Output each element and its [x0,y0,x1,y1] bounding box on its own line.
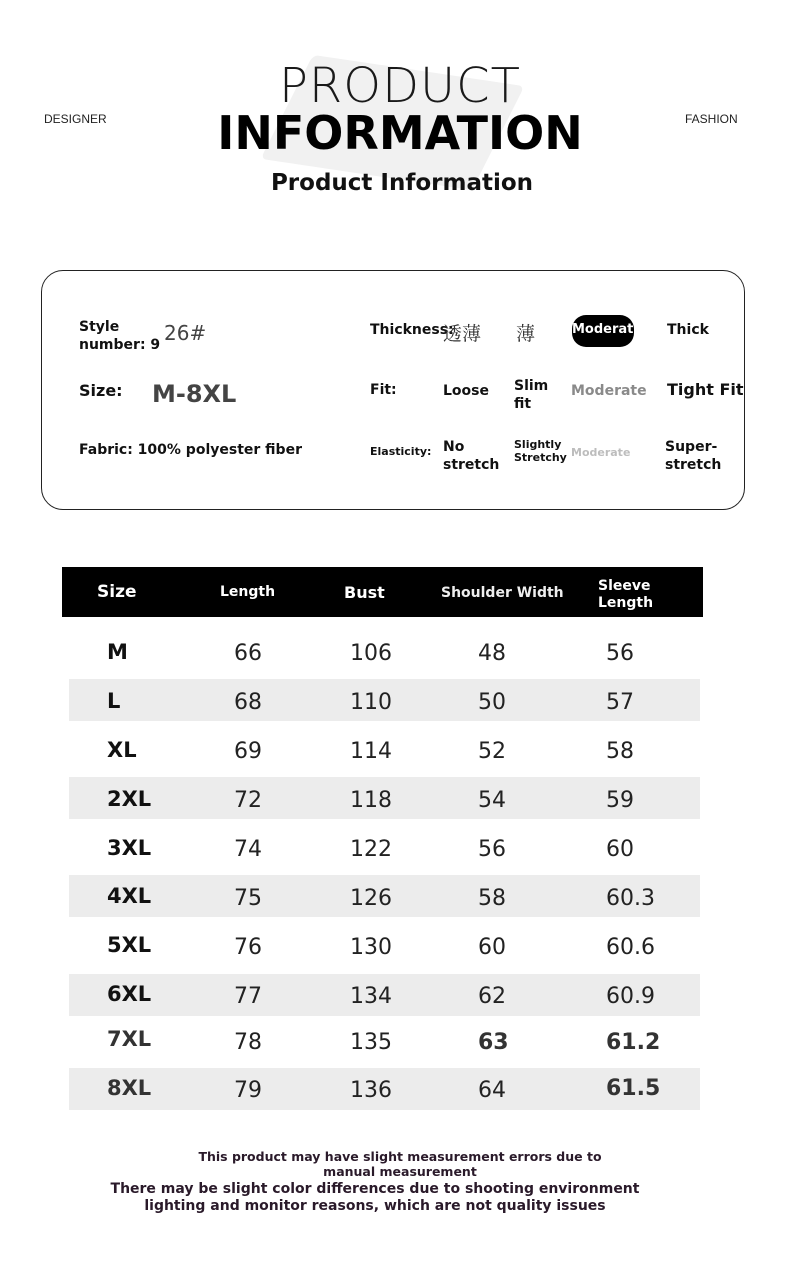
cell-sleeve: 56 [606,641,634,666]
style-label-line2: number: 9 [79,337,161,353]
page-title-line1: PRODUCT [278,58,521,114]
cell-sleeve: 60 [606,837,634,862]
style-number-value: 26# [164,321,207,345]
cell-shoulder: 62 [478,984,506,1009]
header-bust: Bust [344,583,385,602]
cell-bust: 126 [350,886,392,911]
cell-size: 7XL [107,1027,152,1051]
designer-label: DESIGNER [44,112,107,126]
thickness-option-very-thin: 透薄 [443,323,482,345]
header-length: Length [220,584,276,600]
cell-length: 76 [234,935,262,960]
header-shoulder-width: Shoulder Width [441,585,564,601]
cell-size: 8XL [107,1076,152,1100]
fit-option-moderate: Moderate [571,383,647,399]
style-label-line1: Style [79,319,120,335]
cell-sleeve: 60.3 [606,886,655,911]
cell-length: 69 [234,739,262,764]
cell-size: 6XL [107,982,152,1006]
thickness-option-thin: 薄 [516,323,536,345]
cell-sleeve: 61.2 [606,1030,661,1055]
fit-option-loose: Loose [443,383,489,399]
cell-bust: 136 [350,1078,392,1103]
cell-length: 68 [234,690,262,715]
fit-option-slim: Slim fit [514,378,549,412]
cell-bust: 106 [350,641,392,666]
cell-size: 2XL [107,787,152,811]
fashion-label: FASHION [685,112,738,126]
elasticity-option-none: No stretch [443,439,500,473]
cell-size: M [107,640,128,664]
elasticity-option-slight: Slightly Stretchy [514,438,567,464]
elasticity-option-super: Super-stretch [665,439,722,473]
cell-shoulder: 54 [478,788,506,813]
cell-size: 5XL [107,933,152,957]
thickness-label: Thickness: [370,322,454,338]
fabric-label: Fabric: 100% polyester fiber [79,442,302,458]
cell-size: 3XL [107,836,152,860]
cell-shoulder: 50 [478,690,506,715]
cell-sleeve: 57 [606,690,634,715]
cell-sleeve: 59 [606,788,634,813]
cell-shoulder: 63 [478,1030,509,1055]
page-title-line2: INFORMATION [217,106,583,160]
size-range-value: M-8XL [152,380,237,408]
cell-shoulder: 52 [478,739,506,764]
elasticity-label: Elasticity: [370,445,432,458]
cell-length: 72 [234,788,262,813]
cell-bust: 114 [350,739,392,764]
cell-shoulder: 58 [478,886,506,911]
cell-size: L [107,689,121,713]
page-subtitle: Product Information [270,170,534,196]
cell-bust: 130 [350,935,392,960]
cell-shoulder: 56 [478,837,506,862]
cell-length: 66 [234,641,262,666]
cell-size: XL [107,738,137,762]
fit-option-tight: Tight Fit [667,380,744,399]
style-number-label [79,318,160,354]
size-label: Size: [79,381,123,400]
header-sleeve-length: Sleeve Length [598,578,654,611]
cell-shoulder: 60 [478,935,506,960]
cell-size: 4XL [107,884,152,908]
elasticity-option-moderate: Moderate [571,446,631,459]
cell-length: 77 [234,984,262,1009]
cell-shoulder: 48 [478,641,506,666]
header-size: Size [97,582,137,602]
cell-length: 75 [234,886,262,911]
cell-sleeve: 58 [606,739,634,764]
thickness-option-moderate: Moderat [572,322,634,337]
thickness-option-thick: Thick [667,322,709,338]
fit-label: Fit: [370,382,397,398]
measurement-note: This product may have slight measurement errors due to manual measurement [198,1149,602,1179]
cell-length: 74 [234,837,262,862]
cell-bust: 134 [350,984,392,1009]
cell-sleeve: 60.6 [606,935,655,960]
cell-bust: 118 [350,788,392,813]
color-note: There may be slight color differences due to shooting environment lighting and monitor reasons, which are not quality issues [110,1181,640,1214]
cell-length: 79 [234,1078,262,1103]
cell-length: 78 [234,1030,262,1055]
cell-bust: 110 [350,690,392,715]
cell-shoulder: 64 [478,1078,506,1103]
cell-sleeve: 60.9 [606,984,655,1009]
cell-bust: 122 [350,837,392,862]
cell-sleeve: 61.5 [606,1076,661,1101]
cell-bust: 135 [350,1030,392,1055]
